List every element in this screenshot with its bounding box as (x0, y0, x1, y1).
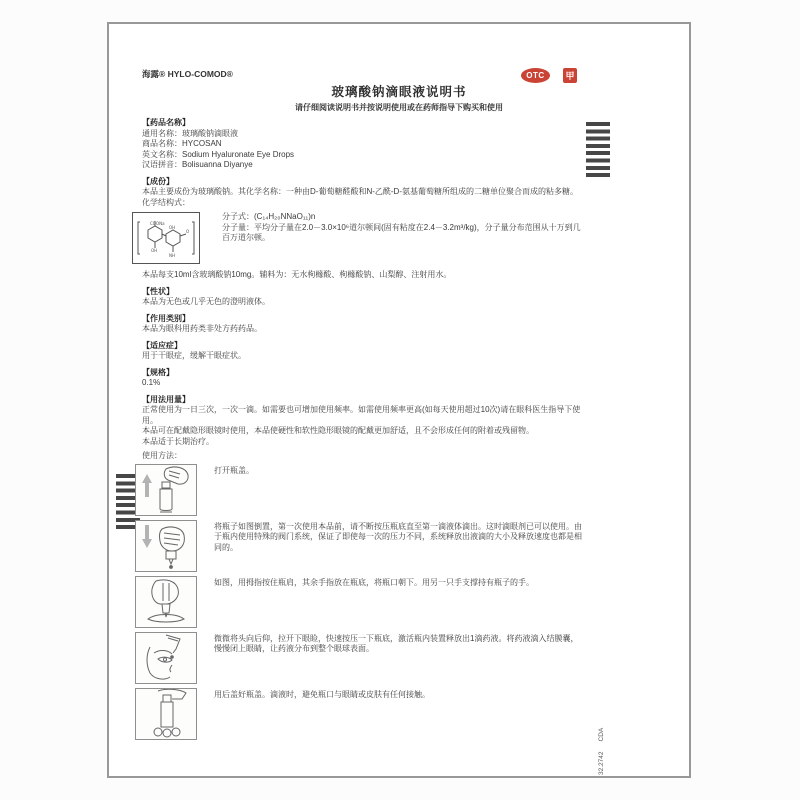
otc-badge-icon (521, 68, 550, 83)
dosage-paragraph-3: 本品适于长期治疗。 (142, 436, 214, 446)
upper-hand-sketch (152, 579, 179, 603)
properties-text: 本品为无色或几乎无色的澄明液体。 (142, 297, 270, 306)
step-text: 打开瓶盖。 (214, 465, 254, 475)
section-heading: 【规格】 (142, 367, 174, 377)
section-drug-name (142, 118, 594, 171)
instill-drop-illustration (135, 632, 197, 684)
step-text: 用后盖好瓶盖。滴液时，避免瓶口与眼睛或皮肤有任何接触。 (214, 689, 430, 699)
arrow-down-icon (142, 525, 152, 548)
fingertip (154, 728, 162, 736)
structure-label: 化学结构式： (142, 197, 190, 207)
step-text: 如图，用拇指按住瓶肩，其余手指放在瓶底，将瓶口朝下。用另一只手支撑持有瓶子的手。 (214, 577, 534, 587)
section-indications (142, 341, 594, 362)
dosage-paragraph-1: 正常使用为一日三次，一次一滴。如需要也可增加使用频率。如需使用频率更高(如每天使用超过10次)请在眼科医生指导下使用。 (142, 405, 581, 425)
usage-step-2 (135, 520, 594, 572)
page-title: 玻璃酸钠滴眼液说明书 (331, 85, 467, 99)
section-heading: 【药品名称】 (142, 118, 190, 127)
dosage-paragraph-2: 本品可在配戴隐形眼镜时使用，本品使硬性和软性隐形眼镜的配戴更加舒适，且不会形成任何的附着或残留物。 (142, 426, 534, 435)
chemical-structure-diagram (132, 212, 200, 264)
bottle-body (162, 604, 170, 613)
english-name: 英文名称：Sodium Hyaluronate Eye Drops (142, 149, 295, 159)
excipients-line: 本品每支10ml含玻璃酸钠10mg。辅料为：无水枸橼酸、枸橼酸钠、山梨醇、注射用水。 (142, 270, 452, 279)
svg-text:COONa: COONa (150, 221, 165, 226)
brow-line (154, 650, 172, 654)
section-dosage (142, 395, 594, 462)
usage-step-3 (135, 576, 594, 628)
composition-intro: 本品主要成份为玻璃酸钠。其化学名称：一种由D-葡萄糖醛酸和N-乙酰-D-氨基葡萄糖所组成的二糖单位聚合而成的粘多糖。 (142, 187, 578, 196)
brand-name: 海露® HYLO-COMOD® (142, 69, 233, 79)
section-heading: 【成份】 (142, 176, 174, 186)
otc-badge-label: OTC (526, 71, 545, 80)
bottle-body (166, 551, 176, 559)
svg-text:OH: OH (169, 225, 176, 230)
drop-icon (170, 565, 173, 568)
bottle-tip (169, 559, 173, 564)
fingertip (172, 728, 180, 736)
molecular-formula: 分子式：(C₁₄H₂₀NNaO₁₁)n (222, 212, 316, 221)
section-strength (142, 368, 594, 389)
section-category (142, 314, 594, 335)
print-code-number: 32.2742 (597, 751, 605, 775)
structure-row (132, 212, 594, 264)
hold-bottle-illustration (135, 576, 197, 628)
category-text: 本品为眼科用药类非处方药药品。 (142, 324, 262, 333)
open-cap-illustration (135, 464, 197, 516)
formula-block (222, 212, 582, 244)
section-properties (142, 287, 594, 308)
step-text: 将瓶子如图倒置，第一次使用本品前，请不断按压瓶底直至第一滴液体滴出。这时滴眼剂已可以使用。由于瓶内使用特殊的阀门系统，保证了即使每一次的压力不同，系统释放出液滴的大小及释放速度也都是相同的。 (214, 521, 582, 552)
disaccharide-structure-icon (136, 216, 196, 260)
generic-name: 通用名称：玻璃酸钠滴眼液 (142, 128, 238, 138)
fingertip (163, 729, 171, 737)
svg-text:OH: OH (151, 248, 158, 253)
otc-class-badge-icon (563, 68, 577, 83)
step-text: 微微将头向后仰，拉开下眼睑，快速按压一下瓶底，激活瓶内装置释放出1滴药液。将药液滴入结膜囊，慢慢闭上眼睛，让药液分布到整个眼球表面。 (214, 633, 579, 653)
usage-method-label: 使用方法： (142, 451, 182, 460)
section-heading: 【适应症】 (142, 340, 182, 350)
svg-text:O: O (186, 229, 190, 234)
indications-text: 用于干眼症，缓解干眼症状。 (142, 351, 246, 360)
bottle-cap (163, 695, 171, 702)
invert-bottle-illustration (135, 520, 197, 572)
leaflet-body (142, 118, 594, 744)
otc-class-label: 甲 (565, 71, 575, 81)
molecular-weight: 分子量：平均分子量在2.0－3.0×10⁶道尔顿间(固有粘度在2.4－3.2m³/kg)，分子量分布范围从十万到几百万道尔顿。 (222, 222, 581, 242)
leaflet-sheet (107, 22, 691, 778)
section-heading: 【作用类别】 (142, 313, 190, 323)
arrow-up-icon (142, 474, 152, 497)
usage-step-5 (135, 688, 594, 740)
trade-name: 商品名称：HYCOSAN (142, 139, 222, 148)
bottle-cap (162, 482, 170, 488)
hand-sketch (158, 689, 186, 699)
face-profile (147, 647, 170, 679)
section-heading: 【用法用量】 (142, 394, 190, 404)
strength-text: 0.1% (142, 378, 161, 387)
drop-icon (171, 655, 174, 658)
pinyin-name: 汉语拼音：Bolisuanna Diyanye (142, 160, 253, 169)
section-heading: 【性状】 (142, 286, 174, 296)
bottle-body (161, 702, 173, 727)
usage-step-1 (135, 464, 594, 516)
recap-bottle-illustration (135, 688, 197, 740)
bottle-body (160, 489, 172, 511)
print-code-letters: CDA (597, 727, 605, 742)
section-composition (142, 177, 594, 281)
usage-step-4 (135, 632, 594, 684)
print-code-vertical (596, 695, 606, 775)
svg-text:NH: NH (169, 253, 175, 258)
page-subtitle: 请仔细阅读说明书并按说明使用或在药师指导下购买和使用 (295, 103, 503, 112)
